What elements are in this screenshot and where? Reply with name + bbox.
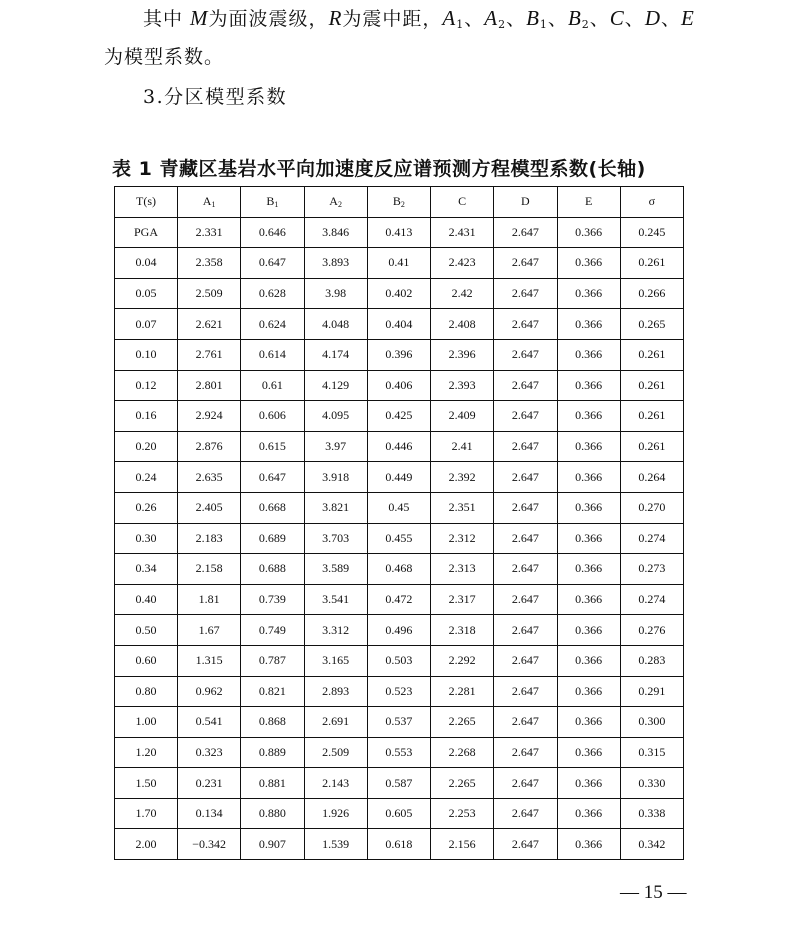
- cell-b2: 0.605: [367, 798, 430, 829]
- cell-d: 2.647: [494, 554, 557, 585]
- section-heading: 3.分区模型系数: [143, 86, 288, 108]
- cell-a1: −0.342: [178, 829, 241, 860]
- var-C: C: [609, 6, 625, 30]
- cell-b2: 0.406: [367, 370, 430, 401]
- cell-period: 0.50: [115, 615, 178, 646]
- cell-b1: 0.868: [241, 707, 304, 738]
- cell-c: 2.351: [431, 492, 494, 523]
- page-number: — 15 —: [620, 882, 687, 903]
- cell-c: 2.265: [431, 707, 494, 738]
- table-row: [115, 798, 684, 829]
- cell-period: 0.34: [115, 554, 178, 585]
- var-B1: B: [526, 6, 540, 30]
- cell-c: 2.281: [431, 676, 494, 707]
- cell-period: 0.24: [115, 462, 178, 493]
- cell-a2: 4.129: [304, 370, 367, 401]
- cell-a1: 1.81: [178, 584, 241, 615]
- header-d: D: [494, 187, 557, 218]
- cell-a2: 1.539: [304, 829, 367, 860]
- cell-e: 0.366: [557, 217, 620, 248]
- cell-a1: 2.924: [178, 401, 241, 432]
- var-A2: A: [484, 6, 499, 30]
- separator: 、: [464, 8, 485, 30]
- cell-c: 2.393: [431, 370, 494, 401]
- table-header: [115, 187, 684, 218]
- cell-a1: 2.801: [178, 370, 241, 401]
- cell-a1: 0.134: [178, 798, 241, 829]
- header-a2: [304, 187, 367, 218]
- cell-b1: 0.881: [241, 768, 304, 799]
- table-row: [115, 584, 684, 615]
- cell-e: 0.366: [557, 523, 620, 554]
- cell-b1: 0.615: [241, 431, 304, 462]
- cell-e: 0.366: [557, 462, 620, 493]
- separator: 、: [506, 8, 527, 30]
- cell-b1: 0.689: [241, 523, 304, 554]
- cell-e: 0.366: [557, 645, 620, 676]
- cell-period: 0.05: [115, 278, 178, 309]
- header-label: B: [266, 194, 275, 209]
- cell-b1: 0.61: [241, 370, 304, 401]
- header-subscript: 2: [400, 200, 405, 210]
- subscript: 1: [456, 18, 465, 31]
- cell-b2: 0.455: [367, 523, 430, 554]
- table-row: [115, 707, 684, 738]
- cell-b2: 0.402: [367, 278, 430, 309]
- cell-d: 2.647: [494, 431, 557, 462]
- header-subscript: 2: [337, 200, 342, 210]
- cell-a1: 1.67: [178, 615, 241, 646]
- cell-period: 0.04: [115, 248, 178, 279]
- cell-b1: 0.688: [241, 554, 304, 585]
- text-segment: 为面波震级，: [208, 8, 329, 30]
- cell-d: 2.647: [494, 798, 557, 829]
- cell-c: 2.408: [431, 309, 494, 340]
- cell-e: 0.366: [557, 554, 620, 585]
- cell-b1: 0.646: [241, 217, 304, 248]
- cell-b1: 0.749: [241, 615, 304, 646]
- subscript: 1: [539, 18, 548, 31]
- table-row: [115, 278, 684, 309]
- cell-e: 0.366: [557, 707, 620, 738]
- header-c: C: [431, 187, 494, 218]
- cell-c: 2.292: [431, 645, 494, 676]
- table-row: [115, 370, 684, 401]
- cell-b2: 0.537: [367, 707, 430, 738]
- cell-c: 2.318: [431, 615, 494, 646]
- cell-sigma: 0.266: [620, 278, 683, 309]
- cell-sigma: 0.274: [620, 523, 683, 554]
- var-M: M: [190, 6, 209, 30]
- cell-a1: 0.962: [178, 676, 241, 707]
- cell-d: 2.647: [494, 584, 557, 615]
- cell-c: 2.253: [431, 798, 494, 829]
- cell-a2: 3.589: [304, 554, 367, 585]
- cell-sigma: 0.261: [620, 370, 683, 401]
- cell-c: 2.42: [431, 278, 494, 309]
- cell-sigma: 0.264: [620, 462, 683, 493]
- cell-sigma: 0.273: [620, 554, 683, 585]
- table-row: [115, 554, 684, 585]
- cell-a2: 2.691: [304, 707, 367, 738]
- cell-a2: 2.509: [304, 737, 367, 768]
- cell-b2: 0.449: [367, 462, 430, 493]
- cell-sigma: 0.261: [620, 339, 683, 370]
- cell-a1: 2.183: [178, 523, 241, 554]
- cell-e: 0.366: [557, 431, 620, 462]
- cell-e: 0.366: [557, 798, 620, 829]
- table-row: [115, 615, 684, 646]
- text-segment: 其中: [143, 8, 191, 30]
- cell-sigma: 0.300: [620, 707, 683, 738]
- text-segment: 为震中距，: [342, 8, 443, 30]
- cell-d: 2.647: [494, 492, 557, 523]
- cell-sigma: 0.276: [620, 615, 683, 646]
- cell-d: 2.647: [494, 309, 557, 340]
- cell-b2: 0.496: [367, 615, 430, 646]
- cell-a2: 3.846: [304, 217, 367, 248]
- header-a1: [178, 187, 241, 218]
- cell-c: 2.317: [431, 584, 494, 615]
- cell-period: 0.30: [115, 523, 178, 554]
- cell-e: 0.366: [557, 829, 620, 860]
- cell-b1: 0.614: [241, 339, 304, 370]
- cell-b1: 0.628: [241, 278, 304, 309]
- subscript: 2: [498, 18, 507, 31]
- table-row: [115, 523, 684, 554]
- cell-a2: 4.095: [304, 401, 367, 432]
- cell-d: 2.647: [494, 370, 557, 401]
- cell-e: 0.366: [557, 370, 620, 401]
- header-label: A: [202, 194, 212, 209]
- cell-b2: 0.618: [367, 829, 430, 860]
- cell-period: 1.00: [115, 707, 178, 738]
- cell-period: PGA: [115, 217, 178, 248]
- coefficient-table: [114, 186, 684, 860]
- cell-b1: 0.787: [241, 645, 304, 676]
- cell-d: 2.647: [494, 707, 557, 738]
- separator: 、: [547, 8, 568, 30]
- cell-a1: 2.405: [178, 492, 241, 523]
- cell-sigma: 0.270: [620, 492, 683, 523]
- cell-a1: 2.635: [178, 462, 241, 493]
- cell-b1: 0.668: [241, 492, 304, 523]
- cell-b2: 0.503: [367, 645, 430, 676]
- cell-c: 2.431: [431, 217, 494, 248]
- cell-d: 2.647: [494, 523, 557, 554]
- cell-a2: 1.926: [304, 798, 367, 829]
- cell-b1: 0.880: [241, 798, 304, 829]
- cell-e: 0.366: [557, 492, 620, 523]
- cell-b1: 0.624: [241, 309, 304, 340]
- cell-e: 0.366: [557, 737, 620, 768]
- cell-period: 0.60: [115, 645, 178, 676]
- cell-a2: 3.97: [304, 431, 367, 462]
- cell-b1: 0.606: [241, 401, 304, 432]
- cell-c: 2.313: [431, 554, 494, 585]
- cell-e: 0.366: [557, 339, 620, 370]
- cell-c: 2.392: [431, 462, 494, 493]
- table-row: [115, 737, 684, 768]
- table-row: [115, 248, 684, 279]
- cell-c: 2.423: [431, 248, 494, 279]
- cell-sigma: 0.261: [620, 431, 683, 462]
- cell-b1: 0.821: [241, 676, 304, 707]
- cell-c: 2.265: [431, 768, 494, 799]
- header-e: E: [557, 187, 620, 218]
- table-row: [115, 309, 684, 340]
- cell-b2: 0.404: [367, 309, 430, 340]
- cell-a1: 2.331: [178, 217, 241, 248]
- var-D: D: [644, 6, 661, 30]
- cell-e: 0.366: [557, 401, 620, 432]
- table-row: [115, 217, 684, 248]
- cell-a2: 3.312: [304, 615, 367, 646]
- cell-a1: 2.876: [178, 431, 241, 462]
- table-row: [115, 492, 684, 523]
- separator: 、: [660, 8, 681, 30]
- cell-c: 2.156: [431, 829, 494, 860]
- cell-c: 2.409: [431, 401, 494, 432]
- header-label: T(s): [136, 194, 156, 209]
- cell-period: 0.26: [115, 492, 178, 523]
- cell-d: 2.647: [494, 217, 557, 248]
- cell-a2: 3.98: [304, 278, 367, 309]
- cell-e: 0.366: [557, 248, 620, 279]
- cell-b1: 0.647: [241, 462, 304, 493]
- cell-sigma: 0.330: [620, 768, 683, 799]
- cell-c: 2.312: [431, 523, 494, 554]
- cell-e: 0.366: [557, 676, 620, 707]
- cell-e: 0.366: [557, 584, 620, 615]
- cell-a2: 3.165: [304, 645, 367, 676]
- cell-period: 1.20: [115, 737, 178, 768]
- cell-b2: 0.396: [367, 339, 430, 370]
- separator: 、: [589, 8, 610, 30]
- cell-a1: 2.509: [178, 278, 241, 309]
- subscript: 2: [581, 18, 590, 31]
- cell-period: 1.70: [115, 798, 178, 829]
- header-sigma: σ: [620, 187, 683, 218]
- cell-sigma: 0.265: [620, 309, 683, 340]
- cell-sigma: 0.342: [620, 829, 683, 860]
- cell-sigma: 0.261: [620, 248, 683, 279]
- cell-b2: 0.553: [367, 737, 430, 768]
- cell-c: 2.396: [431, 339, 494, 370]
- cell-d: 2.647: [494, 768, 557, 799]
- cell-b2: 0.472: [367, 584, 430, 615]
- cell-b2: 0.41: [367, 248, 430, 279]
- cell-a1: 0.323: [178, 737, 241, 768]
- cell-b1: 0.739: [241, 584, 304, 615]
- cell-e: 0.366: [557, 278, 620, 309]
- cell-a1: 0.231: [178, 768, 241, 799]
- cell-d: 2.647: [494, 278, 557, 309]
- table-row: [115, 339, 684, 370]
- cell-a1: 2.761: [178, 339, 241, 370]
- cell-a1: 2.358: [178, 248, 241, 279]
- cell-a1: 2.621: [178, 309, 241, 340]
- paragraph-model-coefficients: 为模型系数。: [104, 46, 225, 68]
- cell-period: 0.12: [115, 370, 178, 401]
- cell-period: 0.10: [115, 339, 178, 370]
- cell-a2: 3.541: [304, 584, 367, 615]
- cell-a2: 3.821: [304, 492, 367, 523]
- table-row: [115, 401, 684, 432]
- header-b1: [241, 187, 304, 218]
- cell-sigma: 0.261: [620, 401, 683, 432]
- cell-a2: 2.893: [304, 676, 367, 707]
- cell-d: 2.647: [494, 462, 557, 493]
- cell-b2: 0.45: [367, 492, 430, 523]
- cell-d: 2.647: [494, 829, 557, 860]
- cell-d: 2.647: [494, 339, 557, 370]
- cell-a2: 3.703: [304, 523, 367, 554]
- cell-c: 2.41: [431, 431, 494, 462]
- cell-d: 2.647: [494, 615, 557, 646]
- table-caption: 表 1 青藏区基岩水平向加速度反应谱预测方程模型系数(长轴): [112, 158, 646, 180]
- table-body: [115, 217, 684, 859]
- cell-b2: 0.523: [367, 676, 430, 707]
- cell-a1: 0.541: [178, 707, 241, 738]
- paragraph-variables: [143, 4, 695, 31]
- separator: 、: [624, 8, 645, 30]
- cell-c: 2.268: [431, 737, 494, 768]
- cell-period: 0.40: [115, 584, 178, 615]
- cell-d: 2.647: [494, 401, 557, 432]
- cell-a2: 3.893: [304, 248, 367, 279]
- cell-b2: 0.587: [367, 768, 430, 799]
- cell-a2: 4.048: [304, 309, 367, 340]
- header-period: [115, 187, 178, 218]
- var-R: R: [328, 6, 343, 30]
- header-subscript: 1: [274, 200, 279, 210]
- cell-sigma: 0.338: [620, 798, 683, 829]
- cell-d: 2.647: [494, 645, 557, 676]
- cell-d: 2.647: [494, 676, 557, 707]
- cell-d: 2.647: [494, 248, 557, 279]
- cell-period: 0.80: [115, 676, 178, 707]
- var-A1: A: [442, 6, 457, 30]
- cell-b2: 0.413: [367, 217, 430, 248]
- header-subscript: 1: [211, 200, 216, 210]
- table-row: [115, 829, 684, 860]
- header-b2: [367, 187, 430, 218]
- cell-sigma: 0.315: [620, 737, 683, 768]
- cell-a1: 1.315: [178, 645, 241, 676]
- table-row: [115, 431, 684, 462]
- cell-period: 0.07: [115, 309, 178, 340]
- cell-a2: 3.918: [304, 462, 367, 493]
- cell-period: 0.20: [115, 431, 178, 462]
- header-row: [115, 187, 684, 218]
- cell-sigma: 0.283: [620, 645, 683, 676]
- cell-b1: 0.907: [241, 829, 304, 860]
- cell-a2: 2.143: [304, 768, 367, 799]
- cell-b2: 0.425: [367, 401, 430, 432]
- cell-e: 0.366: [557, 768, 620, 799]
- cell-sigma: 0.245: [620, 217, 683, 248]
- cell-period: 0.16: [115, 401, 178, 432]
- cell-e: 0.366: [557, 615, 620, 646]
- cell-d: 2.647: [494, 737, 557, 768]
- cell-a1: 2.158: [178, 554, 241, 585]
- table-row: [115, 768, 684, 799]
- cell-a2: 4.174: [304, 339, 367, 370]
- var-E: E: [681, 6, 695, 30]
- header-label: A: [329, 194, 338, 209]
- table-row: [115, 676, 684, 707]
- cell-b2: 0.446: [367, 431, 430, 462]
- cell-sigma: 0.274: [620, 584, 683, 615]
- table-row: [115, 645, 684, 676]
- cell-b1: 0.889: [241, 737, 304, 768]
- header-label: B: [392, 194, 401, 209]
- cell-b2: 0.468: [367, 554, 430, 585]
- cell-b1: 0.647: [241, 248, 304, 279]
- table-row: [115, 462, 684, 493]
- var-B2: B: [567, 6, 582, 30]
- cell-period: 1.50: [115, 768, 178, 799]
- cell-e: 0.366: [557, 309, 620, 340]
- cell-sigma: 0.291: [620, 676, 683, 707]
- cell-period: 2.00: [115, 829, 178, 860]
